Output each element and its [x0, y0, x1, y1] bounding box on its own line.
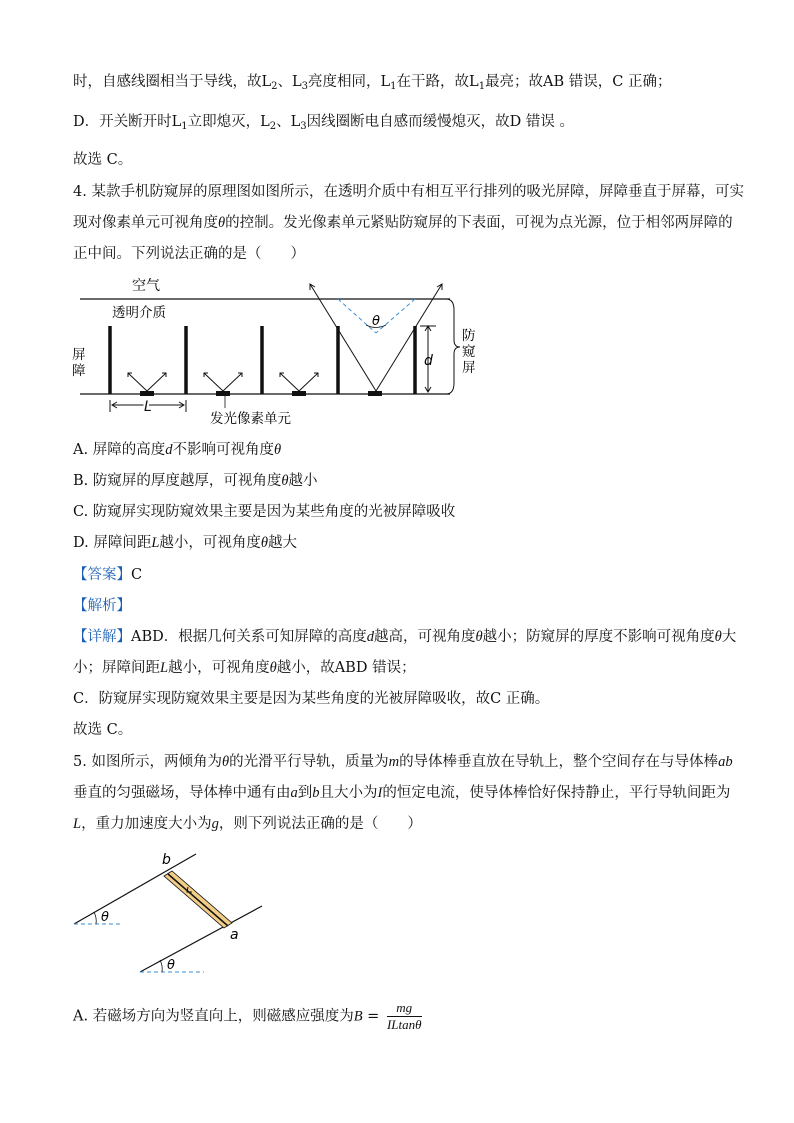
q4-stem-2: 现对像素单元可视角度θ的控制。发光像素单元紧贴防窥屏的下表面，可视为点光源，位于相邻两屏障的 [73, 215, 733, 231]
barriers [110, 326, 415, 394]
q4-detail-2: 小；屏障间距L越小，可视角度θ越小，故ABD 错误； [73, 660, 416, 676]
current-line [168, 874, 228, 926]
privacy-screen-figure [70, 270, 490, 430]
prev-line-2: D．开关断开时$L_1$立即熄灭，$L_2$、$L_3$因线圈断电自感而缓慢熄灭，故D 错误 。 [73, 114, 575, 132]
q5-stem-3: L，重力加速度大小为g，则下列说法正确的是（ ） [73, 816, 422, 832]
fig-pixel-label: 发光像素单元 [210, 411, 291, 427]
pixel [292, 391, 306, 396]
fig-barrier-label-2: 障 [72, 363, 86, 379]
q4-option-b: B. 防窥屏的厚度越厚，可视角度θ越小 [73, 473, 318, 489]
fig-d: d [424, 353, 433, 369]
prev-conclusion: 故选 C。 [73, 152, 133, 168]
q4-option-a: A. 屏障的高度d不影响可视角度θ [73, 442, 282, 458]
lower-theta: θ [167, 958, 175, 973]
q4-detail-3: C．防窥屏实现防窥效果主要是因为某些角度的光被屏障吸收，故C 正确。 [73, 691, 550, 707]
fig-screen-3: 屏 [462, 360, 476, 376]
fig-theta: θ [372, 314, 380, 329]
q4-stem-1: 4. 某款手机防窥屏的原理图如图所示，在透明介质中有相互平行排列的吸光屏障，屏障垂直于屏幕，可实 [73, 184, 744, 200]
incline-rails-figure [70, 848, 280, 978]
fig-screen-2: 窥 [462, 344, 476, 360]
lower-rail [140, 906, 262, 972]
q4-analysis-tag: 【解析】 [73, 598, 131, 614]
fig-barrier-label-1: 屏 [72, 347, 86, 363]
fig-air-label: 空气 [132, 278, 160, 294]
q4-detail-1: 【详解】ABD．根据几何关系可知屏障的高度d越高，可视角度θ越小；防窥屏的厚度不影响可视角度θ大 [73, 629, 737, 645]
pixel [216, 391, 230, 396]
q4-stem-3: 正中间。下列说法正确的是（ ） [73, 246, 305, 262]
label-b: b [162, 852, 171, 868]
q4-option-d: D. 屏障间距L越小，可视角度θ越大 [73, 535, 298, 551]
pixel [368, 391, 382, 396]
screen-brace [446, 299, 460, 394]
upper-theta: θ [101, 910, 109, 925]
label-a: a [230, 927, 239, 943]
q5-stem-1: 5. 如图所示，两倾角为θ的光滑平行导轨，质量为m的导体棒垂直放在导轨上，整个空间存在与导体棒ab [73, 754, 733, 770]
fraction: $\frac{mg}{ILtan\theta}$ [386, 1000, 422, 1032]
fig-L: L [144, 399, 152, 415]
light-arrows [128, 373, 318, 391]
q4-answer: 【答案】C [73, 567, 143, 583]
q5-option-a: A. 若磁场方向为竖直向上，则磁感应强度为B = $\frac{mg}{ILtan\theta}$ [73, 1000, 422, 1032]
q5-stem-2: 垂直的匀强磁场，导体棒中通有由a到b且大小为I的恒定电流，使导体棒恰好保持静止，平行导轨间距为 [73, 785, 731, 801]
prev-line-1: 时，自感线圈相当于导线，故$L_2$、$L_3$亮度相同，$L_1$在干路，故$L_1$最亮；故AB 错误，C 正确； [73, 74, 672, 92]
pixel [140, 391, 154, 396]
viewing-rays [310, 284, 442, 391]
fig-medium-label: 透明介质 [112, 305, 166, 321]
fig-screen-1: 防 [462, 328, 476, 344]
upper-rail [74, 854, 196, 924]
q4-option-c: C. 防窥屏实现防窥效果主要是因为某些角度的光被屏障吸收 [73, 504, 456, 520]
q4-conclusion: 故选 C。 [73, 722, 133, 738]
